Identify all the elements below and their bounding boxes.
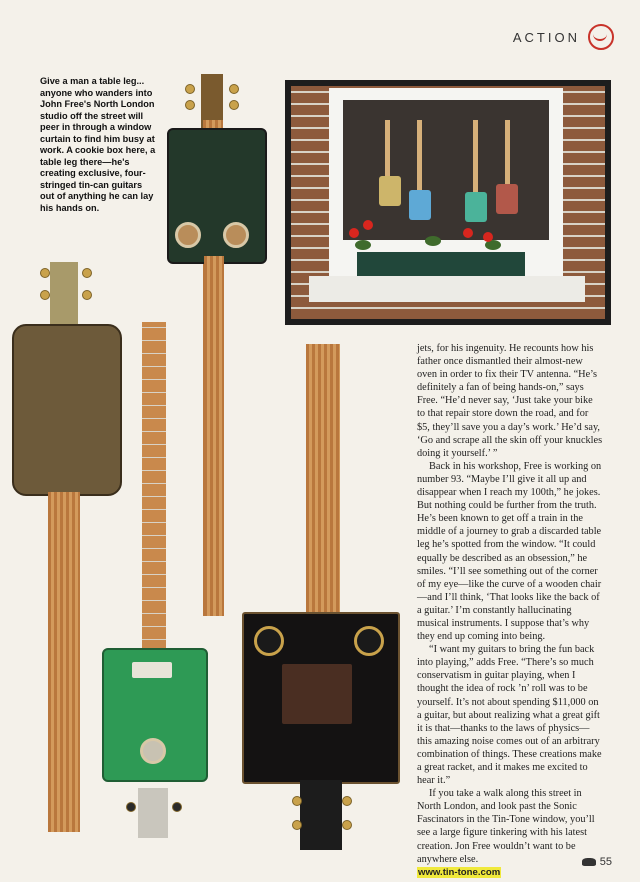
red-flower (349, 228, 359, 238)
page-number: 55 (599, 856, 612, 868)
fretted-neck (142, 322, 166, 652)
headstock (300, 780, 342, 850)
painted-pagoda (282, 664, 352, 724)
tuning-peg (126, 802, 136, 812)
guitar-neck (473, 120, 478, 200)
neck-only-guitar (198, 256, 228, 618)
tuning-peg (82, 290, 92, 300)
tin-guitar (379, 176, 401, 206)
red-flower (363, 220, 373, 230)
guitar-neck (417, 120, 422, 200)
sound-hole (254, 626, 284, 656)
bright-green-tin-guitar (98, 318, 208, 846)
section-header (513, 24, 614, 50)
red-flower (463, 228, 473, 238)
tuning-peg (229, 84, 239, 94)
tin-guitar (409, 190, 431, 220)
photo-caption: Give a man a table leg... anyone who wanders into John Free's North London studio off the street will peer in through a window curtain to find him busy at work. A cookie box here, a table leg there—he's creating exclusive, four-stringed tin-can guitars out of anything he can lay his hands on. (40, 76, 156, 213)
article-paragraph: Back in his workshop, Free is working on number 93. “Maybe I’ll give it all up and disappear when I reach my 100th,” he jokes. But nothing could be further from the truth. He’s been known to get off a train in the middle of a journey to grab a discarded table leg he’s spotted from the window. “It could equally be described as an obsession,” he smiles. “I’ll see something out of the corner of my eye—like the curve of a wooden chair—and I’ll think, ‘That looks like the back of a guitar.’ I’m constantly hallucinating musical instruments. I suppose that’s why they end up coming into being. (417, 460, 602, 643)
sound-hole (354, 626, 384, 656)
tuning-peg (185, 100, 195, 110)
tuning-peg (292, 796, 302, 806)
page-footer (582, 856, 612, 868)
plant-leaf (425, 236, 441, 246)
tin-guitar (496, 184, 518, 214)
headstock (50, 262, 78, 324)
plant-leaf (355, 240, 371, 250)
tuning-peg (40, 268, 50, 278)
window-photo (285, 80, 611, 325)
article-paragraph: “I want my guitars to bring the fun back into playing,” adds Free. “There’s so much conservatism in guitar playing, when I thought the idea of rock ’n’ roll was to be yourself. It’s not about spending $11,000 on a guitar, but about realizing what a great gift it is that—thanks to the laws of physics—this amazing noise comes out of an arbitrary combination of things. These creations make a great racket, and it makes me excited to hear it.” (417, 644, 602, 787)
tuning-peg (292, 820, 302, 830)
sound-hole (175, 222, 201, 248)
window-interior (343, 100, 549, 240)
tin-guitar (465, 192, 487, 222)
tuning-peg (229, 100, 239, 110)
tuning-peg (342, 796, 352, 806)
guitar-neck (48, 492, 80, 832)
article-paragraph: jets, for his ingenuity. He recounts how his father once dismantled their almost-new oven in order to fix their TV antenna. “He’s definitely a fan of being hands-on,” says Free. “He’d never say, ‘Just take your bike to that repair store down the road, and for $5, they’ll save you a day’s work.’ He’d say, ‘Go and scrape all the skin off your knuckles doing it yourself.’ ” (417, 343, 603, 459)
website-link[interactable]: www.tin-tone.com (418, 866, 501, 878)
tuning-peg (185, 84, 195, 94)
guitar-neck (306, 344, 340, 614)
tuning-peg (342, 820, 352, 830)
action-logo-icon (588, 24, 614, 50)
tuning-peg (40, 290, 50, 300)
headstock (138, 788, 168, 838)
guitar-neck (204, 256, 224, 616)
article-column (417, 342, 603, 879)
tuning-peg (82, 268, 92, 278)
pickup (132, 662, 172, 678)
article-paragraph: If you take a walk along this street in North London, and look past the Sonic Fascinators in the Tin-Tone window, you’ll see a large figure tinkering with his latest creation. Jon Free wouldn’t want to be anywhere else. (417, 788, 595, 865)
tuning-peg (172, 802, 182, 812)
red-flower (483, 232, 493, 242)
black-lacquer-tin-guitar (242, 344, 398, 854)
sound-hole (140, 738, 166, 764)
section-label: ACTION (512, 29, 580, 45)
window-sill (309, 276, 585, 302)
bull-icon (582, 858, 596, 866)
sound-hole (223, 222, 249, 248)
